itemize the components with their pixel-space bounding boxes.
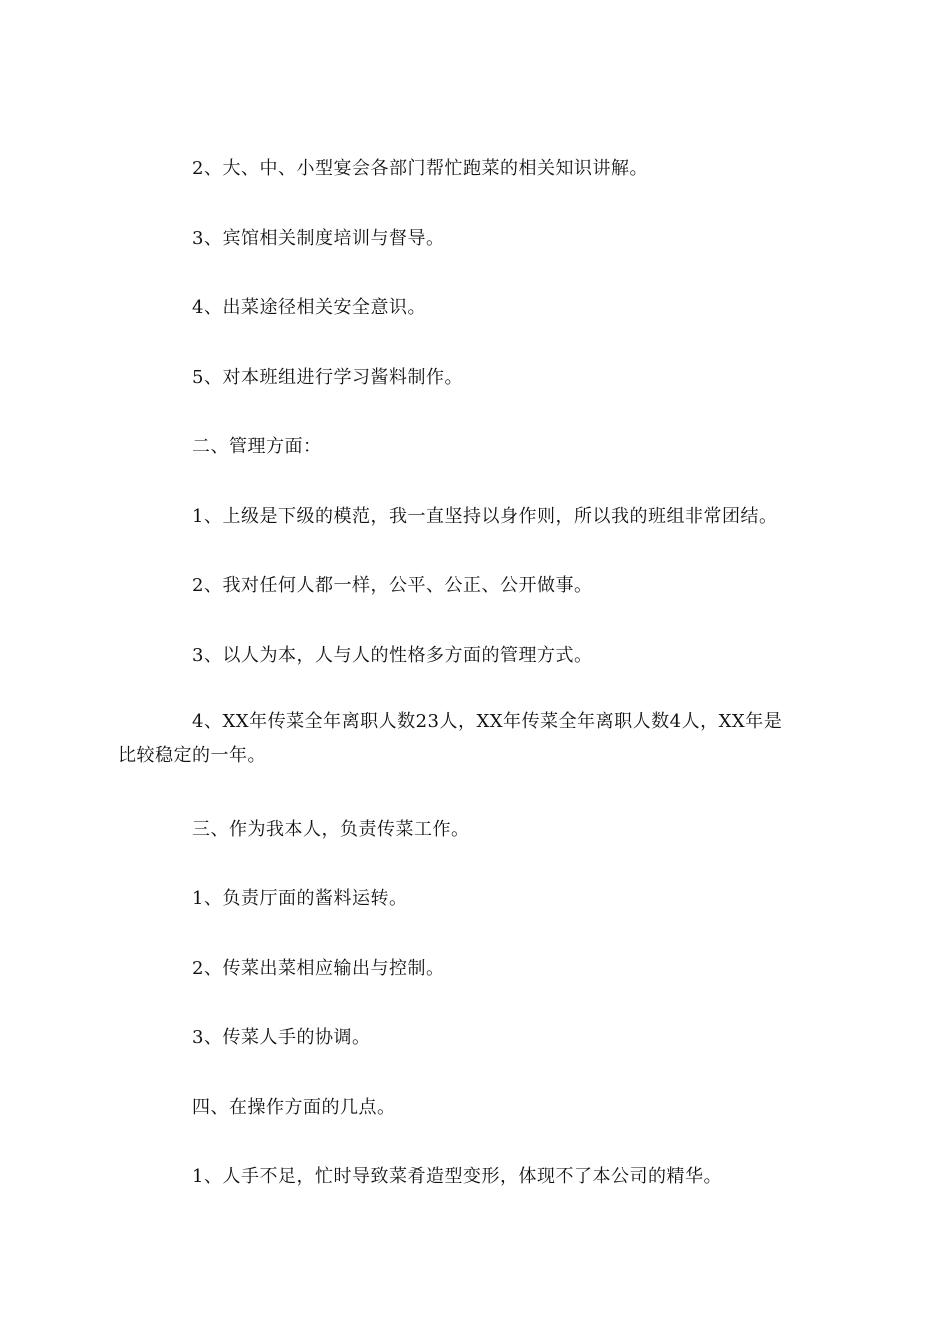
paragraph-banquet-training: 2、大、中、小型宴会各部门帮忙跑菜的相关知识讲解。 <box>192 158 648 179</box>
paragraph-staff-coordination: 3、传菜人手的协调。 <box>192 1027 371 1048</box>
paragraph-lead-by-example: 1、上级是下级的模范，我一直坚持以身作则，所以我的班组非常团结。 <box>192 506 778 527</box>
paragraph-sauce-training: 5、对本班组进行学习酱料制作。 <box>192 367 463 388</box>
paragraph-turnover: 4、XX年传菜全年离职人数23人，XX年传菜全年离职人数4人，XX年是比较稳定的一年。 <box>118 711 783 766</box>
paragraph-staff-shortage: 1、人手不足，忙时导致菜肴造型变形，体现不了本公司的精华。 <box>192 1166 722 1187</box>
paragraph-dish-output: 2、传菜出菜相应输出与控制。 <box>192 958 445 979</box>
section-heading-responsibility: 三、作为我本人，负责传菜工作。 <box>192 819 470 840</box>
section-heading-operations: 四、在操作方面的几点。 <box>192 1097 396 1118</box>
paragraph-safety-awareness: 4、出菜途径相关安全意识。 <box>192 297 426 318</box>
paragraph-fairness: 2、我对任何人都一样，公平、公正、公开做事。 <box>192 575 593 596</box>
paragraph-people-oriented: 3、以人为本，人与人的性格多方面的管理方式。 <box>192 645 593 666</box>
paragraph-sauce-operation: 1、负责厅面的酱料运转。 <box>192 888 408 909</box>
section-heading-management: 二、管理方面： <box>192 436 322 457</box>
paragraph-hotel-policy: 3、宾馆相关制度培训与督导。 <box>192 228 445 249</box>
